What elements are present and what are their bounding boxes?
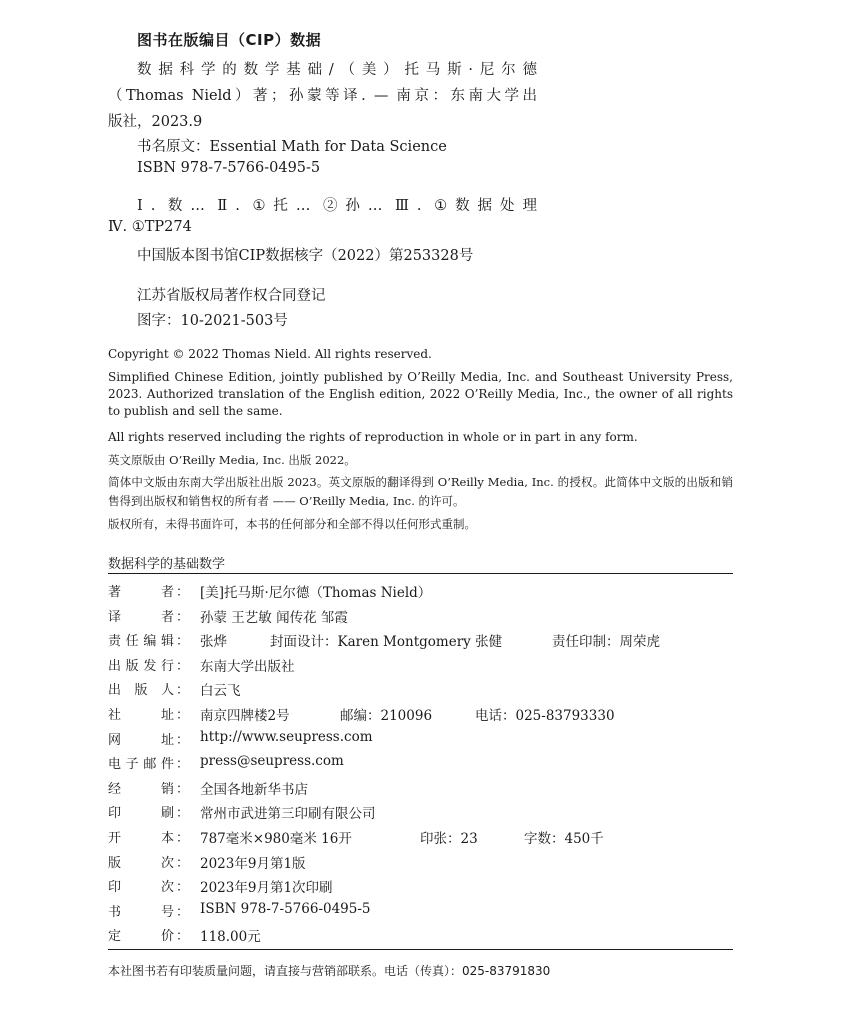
detail-row-editors: 责任编辑 ： 张烨 封面设计：Karen Montgomery 张健 责任印制：周荣虎 bbox=[108, 630, 733, 655]
detail-value-word-count: 字数：450千 bbox=[524, 830, 604, 847]
quality-contact-notice: 本社图书若有印装质量问题，请直接与营销部联系。电话（传真）：025-83791830 bbox=[108, 964, 551, 978]
detail-value: 2023年9月第1次印刷 bbox=[200, 880, 333, 897]
detail-row-distributor: 经销 ： 全国各地新华书店 bbox=[108, 778, 733, 803]
cip-line-copyright-registration: 江苏省版权局著作权合同登记 bbox=[137, 288, 326, 304]
detail-row-website: 网址 ： http://www.seupress.com bbox=[108, 728, 373, 748]
detail-row-publisher: 出版发行 ： 东南大学出版社 bbox=[108, 655, 733, 680]
detail-value-print-manager: 责任印制：周荣虎 bbox=[552, 634, 660, 651]
copyright-notice-en: Copyright © 2022 Thomas Nield. All rights reserved. bbox=[108, 347, 432, 361]
detail-value-sheets: 印张：23 bbox=[420, 830, 478, 847]
detail-value-phone: 电话：025-83793330 bbox=[475, 707, 615, 724]
detail-label: 著者 bbox=[108, 585, 174, 600]
detail-label: 电子邮件 bbox=[108, 757, 174, 773]
original-edition-notice-zh: 英文原版由 O’Reilly Media, Inc. 出版 2022。 bbox=[108, 453, 356, 467]
detail-label: 定价 bbox=[108, 929, 174, 945]
detail-row-address: 社址 ： 南京四牌楼2号 邮编：210096 电话：025-83793330 bbox=[108, 704, 733, 729]
detail-label: 出版发行 bbox=[108, 658, 174, 674]
detail-value: press@seupress.com bbox=[200, 753, 344, 770]
detail-row-edition: 版次 ： 2023年9月第1版 bbox=[108, 852, 733, 877]
detail-row-publisher-person: 出版人 ： 白云飞 bbox=[108, 679, 733, 704]
detail-row-author: 著者 ： [美]托马斯·尼尔德（Thomas Nield） bbox=[108, 581, 733, 606]
top-divider bbox=[108, 573, 733, 574]
cip-line-class-number: Ⅳ. ①TP274 bbox=[108, 219, 192, 235]
detail-label: 责任编辑 bbox=[108, 634, 174, 650]
cip-line-isbn: ISBN 978-7-5766-0495-5 bbox=[137, 160, 321, 176]
detail-row-translators: 译者 ： 孙蒙 王艺敏 闻传花 邹霞 bbox=[108, 606, 733, 631]
detail-value: 张烨 bbox=[200, 634, 227, 651]
rights-notice-zh: 版权所有，未得书面许可，本书的任何部分和全部不得以任何形式重制。 bbox=[108, 517, 476, 531]
rights-notice-en: All rights reserved including the rights of reproduction in whole or in part in any form. bbox=[108, 430, 638, 444]
detail-value: [美]托马斯·尼尔德（Thomas Nield） bbox=[200, 585, 432, 601]
cip-line-author: （Thomas Nield）著；孙蒙等译. — 南京：东南大学出 bbox=[108, 88, 537, 104]
detail-value: 787毫米×980毫米 16开 bbox=[200, 830, 352, 847]
detail-value: 118.00元 bbox=[200, 929, 261, 946]
detail-label: 书号 bbox=[108, 904, 174, 920]
detail-value-cover-design: 封面设计：Karen Montgomery 张健 bbox=[270, 634, 503, 651]
detail-value-postcode: 邮编：210096 bbox=[340, 707, 433, 724]
cip-line-cip-number: 中国版本图书馆CIP数据核字（2022）第253328号 bbox=[137, 248, 474, 264]
detail-value: 南京四牌楼2号 bbox=[200, 707, 290, 724]
detail-row-format: 开本 ： 787毫米×980毫米 16开 印张：23 字数：450千 bbox=[108, 827, 733, 852]
detail-label: 经销 bbox=[108, 781, 174, 797]
cip-line-original-title: 书名原文：Essential Math for Data Science bbox=[137, 139, 447, 155]
detail-label: 印次 bbox=[108, 880, 174, 896]
cip-title: 图书在版编目（CIP）数据 bbox=[137, 31, 322, 49]
detail-row-price: 定价 ： 118.00元 bbox=[108, 925, 733, 950]
detail-value: 白云飞 bbox=[200, 683, 241, 700]
cip-line-title: 数据科学的数学基础/（美）托马斯·尼尔德 bbox=[137, 62, 537, 78]
detail-label: 印刷 bbox=[108, 806, 174, 822]
detail-label: 出版人 bbox=[108, 683, 174, 699]
cip-line-contract-number: 图字：10-2021-503号 bbox=[137, 313, 288, 329]
detail-label: 网址 bbox=[108, 732, 174, 748]
cip-line-publisher: 版社，2023.9 bbox=[108, 114, 203, 130]
detail-value: 全国各地新华书店 bbox=[200, 781, 308, 798]
detail-label: 版次 bbox=[108, 855, 174, 871]
cip-line-classification: Ⅰ. 数… Ⅱ. ①托… ②孙… Ⅲ. ①数据处理 bbox=[137, 198, 537, 214]
detail-value: 东南大学出版社 bbox=[200, 658, 295, 675]
detail-label: 社址 bbox=[108, 707, 174, 723]
detail-label: 译者 bbox=[108, 609, 174, 625]
detail-row-email: 电子邮件 ： press@seupress.com bbox=[108, 753, 344, 773]
detail-value: 常州市武进第三印刷有限公司 bbox=[200, 806, 376, 823]
edition-notice-zh: 简体中文版由东南大学出版社出版 2023。英文原版的翻译得到 O’Reilly Media, Inc. 的授权。此简体中文版的出版和销售得到出版权和销售权的所有者 —— O’Reilly Media, Inc. 的许可。 bbox=[108, 475, 733, 508]
detail-row-printing: 印次 ： 2023年9月第1次印刷 bbox=[108, 876, 733, 901]
detail-value: 孙蒙 王艺敏 闻传花 邹霞 bbox=[200, 609, 348, 626]
bottom-divider bbox=[108, 949, 733, 950]
detail-label: 开本 bbox=[108, 830, 174, 846]
edition-notice-en: Simplified Chinese Edition, jointly published by O’Reilly Media, Inc. and Southeast University Press, 2023. Authorized translation of the English edition, 2022 O’Reilly Media, Inc., the owner of all rights to publish and sell the same. bbox=[108, 370, 733, 418]
book-title: 数据科学的基础数学 bbox=[108, 557, 226, 572]
publication-details bbox=[108, 581, 733, 950]
detail-row-printer: 印刷 ： 常州市武进第三印刷有限公司 bbox=[108, 802, 733, 827]
detail-row-isbn: 书号 ： ISBN 978-7-5766-0495-5 bbox=[108, 900, 371, 920]
detail-value: ISBN 978-7-5766-0495-5 bbox=[200, 900, 371, 917]
detail-value: http://www.seupress.com bbox=[200, 728, 373, 745]
detail-value: 2023年9月第1版 bbox=[200, 855, 306, 872]
